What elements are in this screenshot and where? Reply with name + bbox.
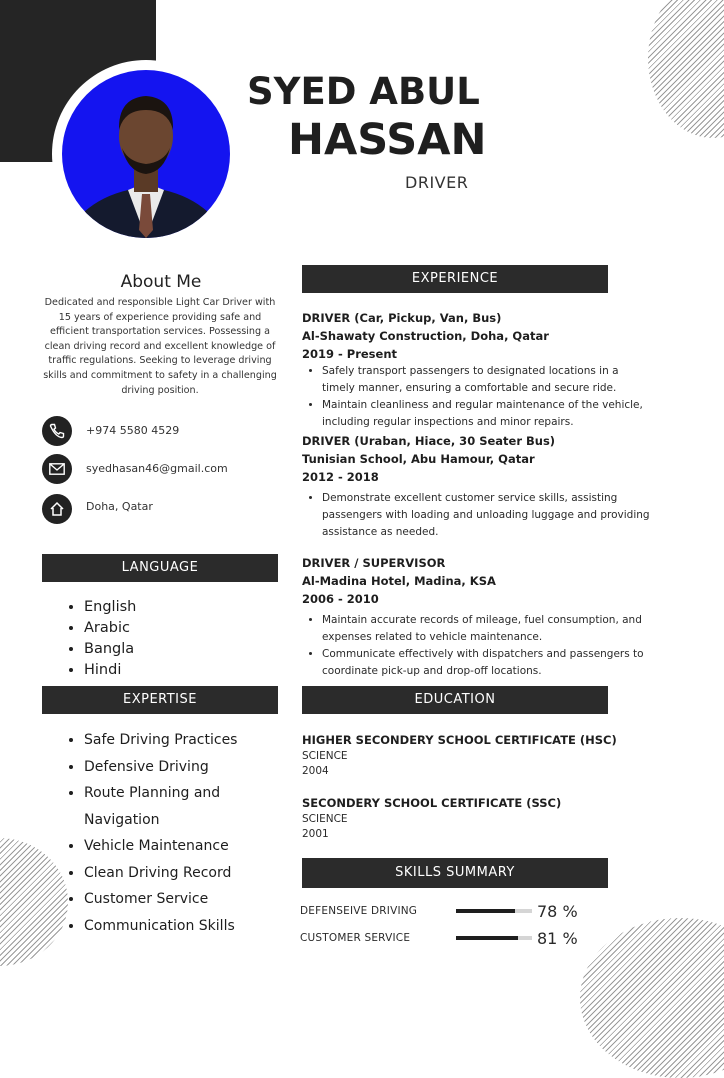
skill-label: DEFENSEIVE DRIVING [300, 905, 418, 917]
language-list [66, 597, 136, 681]
language-item: • Arabic [84, 618, 136, 639]
skills-heading: SKILLS SUMMARY [302, 858, 608, 888]
job-bullet: • Safely transport passengers to designated locations in a timely manner, ensuring a comfortable and secure ride. [322, 363, 652, 397]
job-title: DRIVER / SUPERVISOR [302, 556, 446, 570]
job-bullet: • Demonstrate excellent customer service skills, assisting passengers with loading and unloading luggage and providing assistance as needed. [322, 490, 652, 541]
mail-icon [42, 454, 72, 484]
skill-bar-fill [456, 936, 518, 940]
education-title: HIGHER SECONDERY SCHOOL CERTIFICATE (HSC) [302, 733, 617, 747]
job-bullet: • Communicate effectively with dispatchers and passengers to coordinate pick-up and drop-off locations. [322, 646, 652, 680]
expertise-item: • Vehicle Maintenance [84, 833, 284, 860]
skill-label: CUSTOMER SERVICE [300, 932, 411, 944]
job-entry [302, 310, 652, 431]
expertise-item: • Customer Service [84, 886, 284, 913]
language-item: • Bangla [84, 639, 136, 660]
profile-photo [62, 70, 230, 238]
expertise-item: • Communication Skills [84, 913, 284, 940]
job-company: Al-Shawaty Construction, Doha, Qatar [302, 329, 549, 343]
language-item: • English [84, 597, 136, 618]
education-field: SCIENCE [302, 813, 348, 825]
job-bullets [302, 490, 652, 541]
experience-heading: EXPERIENCE [302, 265, 608, 293]
job-role: DRIVER [405, 173, 469, 192]
education-heading: EDUCATION [302, 686, 608, 714]
job-bullet: • Maintain accurate records of mileage, fuel consumption, and expenses related to vehicle maintenance. [322, 612, 652, 646]
skill-percent: 78 % [537, 902, 578, 921]
education-entry [302, 795, 662, 842]
phone-icon [42, 416, 72, 446]
expertise-list [66, 727, 284, 939]
education-year: 2004 [302, 765, 329, 777]
about-heading: About Me [120, 272, 202, 292]
home-icon [42, 494, 72, 524]
expertise-item: • Clean Driving Record [84, 860, 284, 887]
job-company: Tunisian School, Abu Hamour, Qatar [302, 452, 535, 466]
hatched-circle-top-right [648, 0, 724, 138]
expertise-item: • Defensive Driving [84, 754, 284, 781]
person-portrait-icon [62, 70, 230, 238]
job-years: 2012 - 2018 [302, 470, 379, 484]
job-bullets [302, 612, 652, 680]
hatched-circle-bottom-left [0, 838, 68, 966]
expertise-item: • Route Planning and Navigation [84, 780, 284, 833]
job-bullet: • Maintain cleanliness and regular maintenance of the vehicle, including regular inspections and minor repairs. [322, 397, 652, 431]
phone-text[interactable]: +974 5580 4529 [86, 424, 180, 437]
skill-bar-fill [456, 909, 515, 913]
expertise-item: • Safe Driving Practices [84, 727, 284, 754]
expertise-heading: EXPERTISE [42, 686, 278, 714]
skill-bar [456, 909, 532, 913]
skill-bar [456, 936, 532, 940]
skill-percent: 81 % [537, 929, 578, 948]
about-text: Dedicated and responsible Light Car Driver with 15 years of experience providing safe and efficient transportation services. Possessing a clean driving record and excellent knowledge of traffic regulations. Seeking to leverage driving skills and commitment to safety in a challenging driving position. [43, 297, 277, 396]
job-years: 2019 - Present [302, 347, 398, 361]
email-text[interactable]: syedhasan46@gmail.com [86, 462, 228, 475]
education-field: SCIENCE [302, 750, 348, 762]
job-company: Al-Madina Hotel, Madina, KSA [302, 574, 496, 588]
hatched-circle-bottom-right [580, 918, 724, 1078]
job-bullets [302, 363, 652, 431]
name-last-line: HASSAN [288, 115, 487, 165]
education-entry [302, 732, 662, 779]
language-item: • Hindi [84, 660, 136, 681]
job-title: DRIVER (Uraban, Hiace, 30 Seater Bus) [302, 434, 556, 448]
job-entry [302, 433, 652, 541]
job-title: DRIVER (Car, Pickup, Van, Bus) [302, 311, 502, 325]
education-title: SECONDERY SCHOOL CERTIFICATE (SSC) [302, 796, 562, 810]
language-heading: LANGUAGE [42, 554, 278, 582]
education-year: 2001 [302, 828, 329, 840]
job-years: 2006 - 2010 [302, 592, 379, 606]
name-first-line: SYED ABUL [247, 70, 480, 113]
job-entry [302, 555, 652, 680]
location-text: Doha, Qatar [86, 500, 153, 513]
